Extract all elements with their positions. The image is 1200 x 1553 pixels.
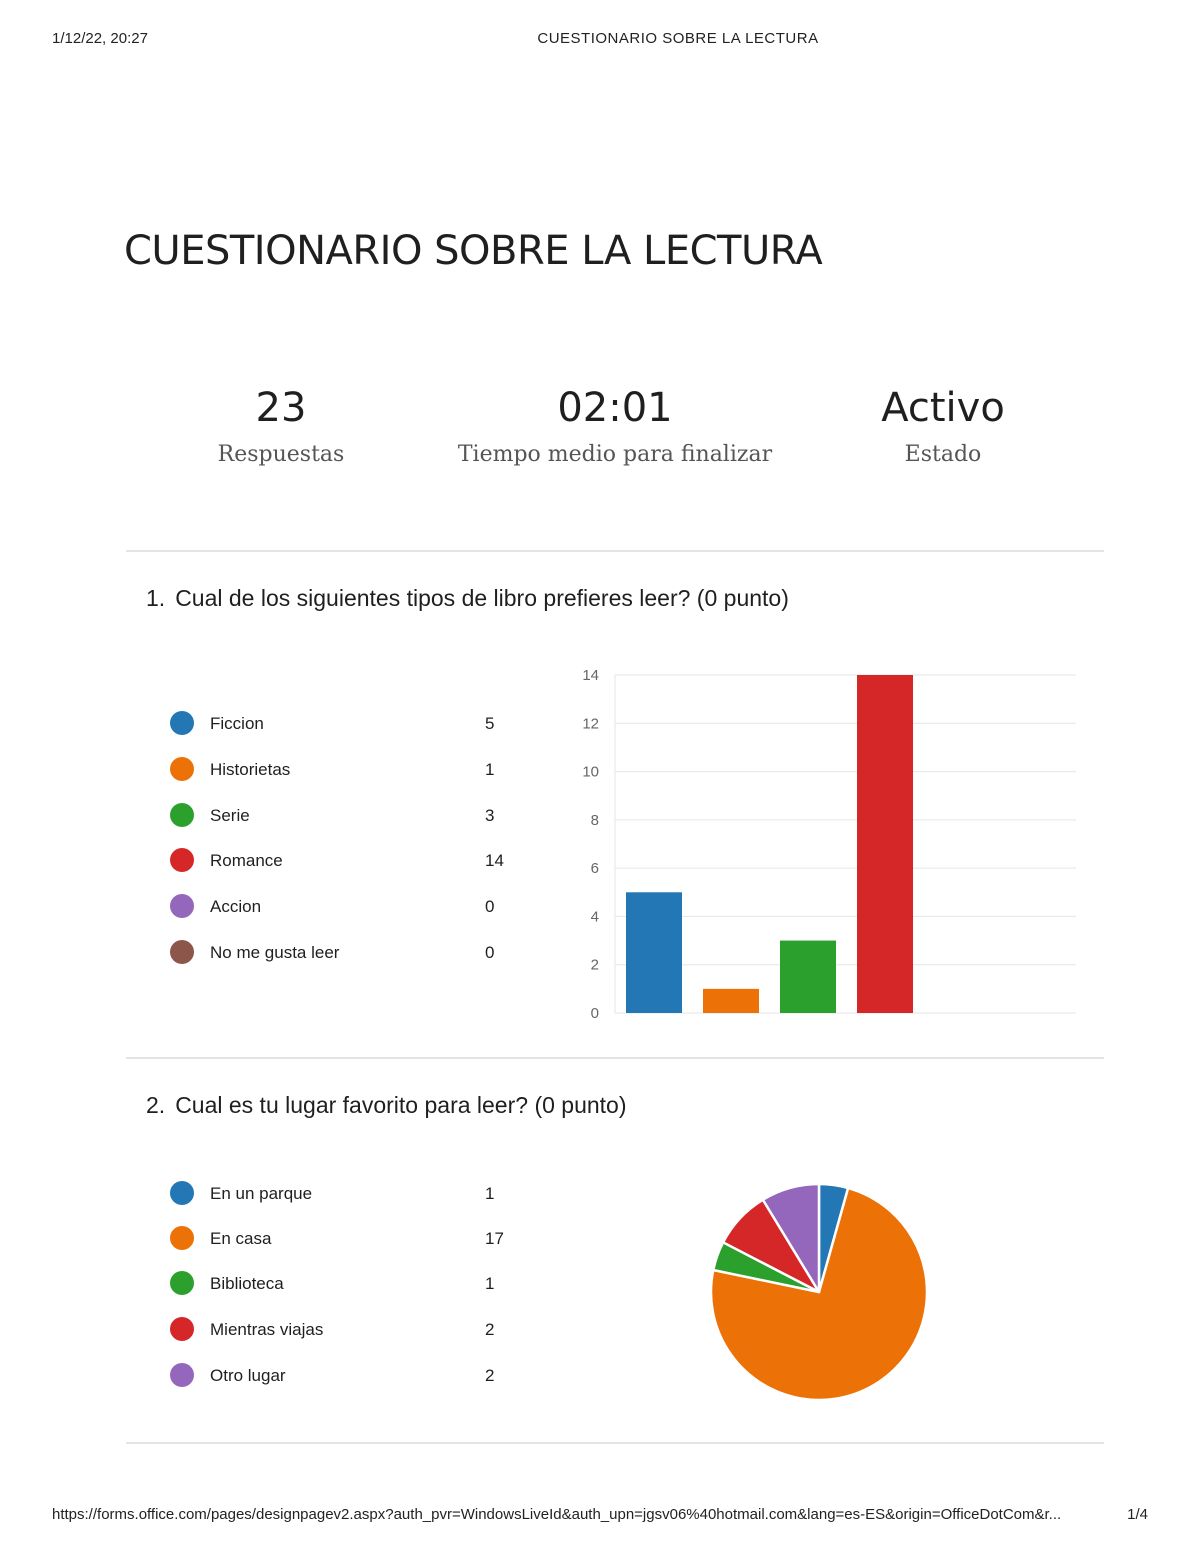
legend-item bbox=[170, 757, 530, 783]
print-footer-url: https://forms.office.com/pages/designpagev2.aspx?auth_pvr=WindowsLiveId&auth_upn=jgsv06%40hotmail.com&lang=es-ES&origin=OfficeDotCom&r... bbox=[52, 1506, 1062, 1523]
legend-count: 0 bbox=[485, 943, 495, 962]
legend-count: 2 bbox=[485, 1366, 495, 1385]
bar-ficcion bbox=[626, 892, 682, 1013]
legend-count: 2 bbox=[485, 1320, 495, 1339]
bar-romance bbox=[857, 675, 913, 1013]
stat-status-label: Estado bbox=[904, 442, 982, 467]
question-1-title bbox=[146, 585, 789, 612]
legend-item bbox=[170, 1226, 530, 1252]
legend-count: 14 bbox=[485, 851, 504, 870]
legend-dot-icon bbox=[170, 711, 194, 735]
legend-item bbox=[170, 711, 530, 737]
legend-item bbox=[170, 940, 530, 966]
legend-item bbox=[170, 803, 530, 829]
y-tick-label: 8 bbox=[590, 811, 599, 829]
question-1-text: Cual de los siguientes tipos de libro prefieres leer? (0 punto) bbox=[175, 585, 789, 611]
print-page-number: 1/4 bbox=[1127, 1506, 1148, 1523]
legend-item bbox=[170, 1317, 530, 1343]
print-datetime: 1/12/22, 20:27 bbox=[52, 30, 148, 47]
y-tick-label: 6 bbox=[590, 860, 599, 878]
bar-serie bbox=[780, 941, 836, 1013]
section-divider bbox=[126, 1057, 1104, 1059]
y-tick-label: 2 bbox=[590, 956, 599, 974]
stat-responses-label: Respuestas bbox=[217, 442, 345, 467]
question-2-title bbox=[146, 1092, 627, 1119]
legend-label: En un parque bbox=[210, 1184, 313, 1203]
legend-dot-icon bbox=[170, 1181, 194, 1205]
legend-label: Ficcion bbox=[210, 714, 264, 733]
legend-label: Romance bbox=[210, 851, 283, 870]
legend-dot-icon bbox=[170, 894, 194, 918]
stat-average-time-label: Tiempo medio para finalizar bbox=[457, 442, 773, 467]
legend-dot-icon bbox=[170, 1363, 194, 1387]
bar-historietas bbox=[703, 989, 759, 1013]
legend-dot-icon bbox=[170, 803, 194, 827]
legend-label: Historietas bbox=[210, 760, 291, 779]
stat-average-time-value: 02:01 bbox=[557, 385, 673, 431]
print-header-title: CUESTIONARIO SOBRE LA LECTURA bbox=[537, 30, 819, 47]
legend-item bbox=[170, 1363, 530, 1389]
form-title: CUESTIONARIO SOBRE LA LECTURA bbox=[124, 228, 823, 274]
legend-item bbox=[170, 894, 530, 920]
legend-label: Biblioteca bbox=[210, 1274, 284, 1293]
question-2-number: 2. bbox=[146, 1092, 166, 1118]
legend-count: 17 bbox=[485, 1229, 504, 1248]
legend-dot-icon bbox=[170, 848, 194, 872]
section-divider bbox=[126, 550, 1104, 552]
question-1-bar-chart bbox=[560, 660, 1090, 1030]
legend-count: 1 bbox=[485, 1274, 495, 1293]
legend-label: No me gusta leer bbox=[210, 943, 340, 962]
question-2-pie-chart bbox=[700, 1172, 940, 1412]
y-tick-label: 0 bbox=[590, 1005, 599, 1022]
section-divider bbox=[126, 1442, 1104, 1444]
question-2-text: Cual es tu lugar favorito para leer? (0 punto) bbox=[175, 1092, 627, 1118]
legend-label: Serie bbox=[210, 806, 250, 825]
legend-item bbox=[170, 1271, 530, 1297]
y-tick-label: 14 bbox=[582, 667, 599, 684]
stat-responses-value: 23 bbox=[255, 385, 307, 431]
legend-count: 3 bbox=[485, 806, 495, 825]
stat-responses bbox=[116, 382, 446, 467]
legend-dot-icon bbox=[170, 757, 194, 781]
stat-status-value: Activo bbox=[881, 385, 1005, 431]
legend-count: 5 bbox=[485, 714, 495, 733]
y-tick-label: 10 bbox=[582, 763, 599, 781]
legend-item bbox=[170, 1181, 530, 1207]
stat-status bbox=[778, 382, 1108, 467]
legend-dot-icon bbox=[170, 1271, 194, 1295]
question-1-number: 1. bbox=[146, 585, 166, 611]
stat-average-time bbox=[450, 382, 780, 467]
legend-dot-icon bbox=[170, 940, 194, 964]
y-tick-label: 12 bbox=[582, 715, 599, 733]
legend-count: 1 bbox=[485, 1184, 495, 1203]
y-tick-label: 4 bbox=[590, 908, 599, 926]
legend-label: Mientras viajas bbox=[210, 1320, 324, 1339]
legend-dot-icon bbox=[170, 1317, 194, 1341]
legend-label: En casa bbox=[210, 1229, 272, 1248]
legend-count: 0 bbox=[485, 897, 495, 916]
legend-label: Accion bbox=[210, 897, 262, 916]
legend-dot-icon bbox=[170, 1226, 194, 1250]
legend-count: 1 bbox=[485, 760, 495, 779]
legend-label: Otro lugar bbox=[210, 1366, 286, 1385]
legend-item bbox=[170, 848, 530, 874]
